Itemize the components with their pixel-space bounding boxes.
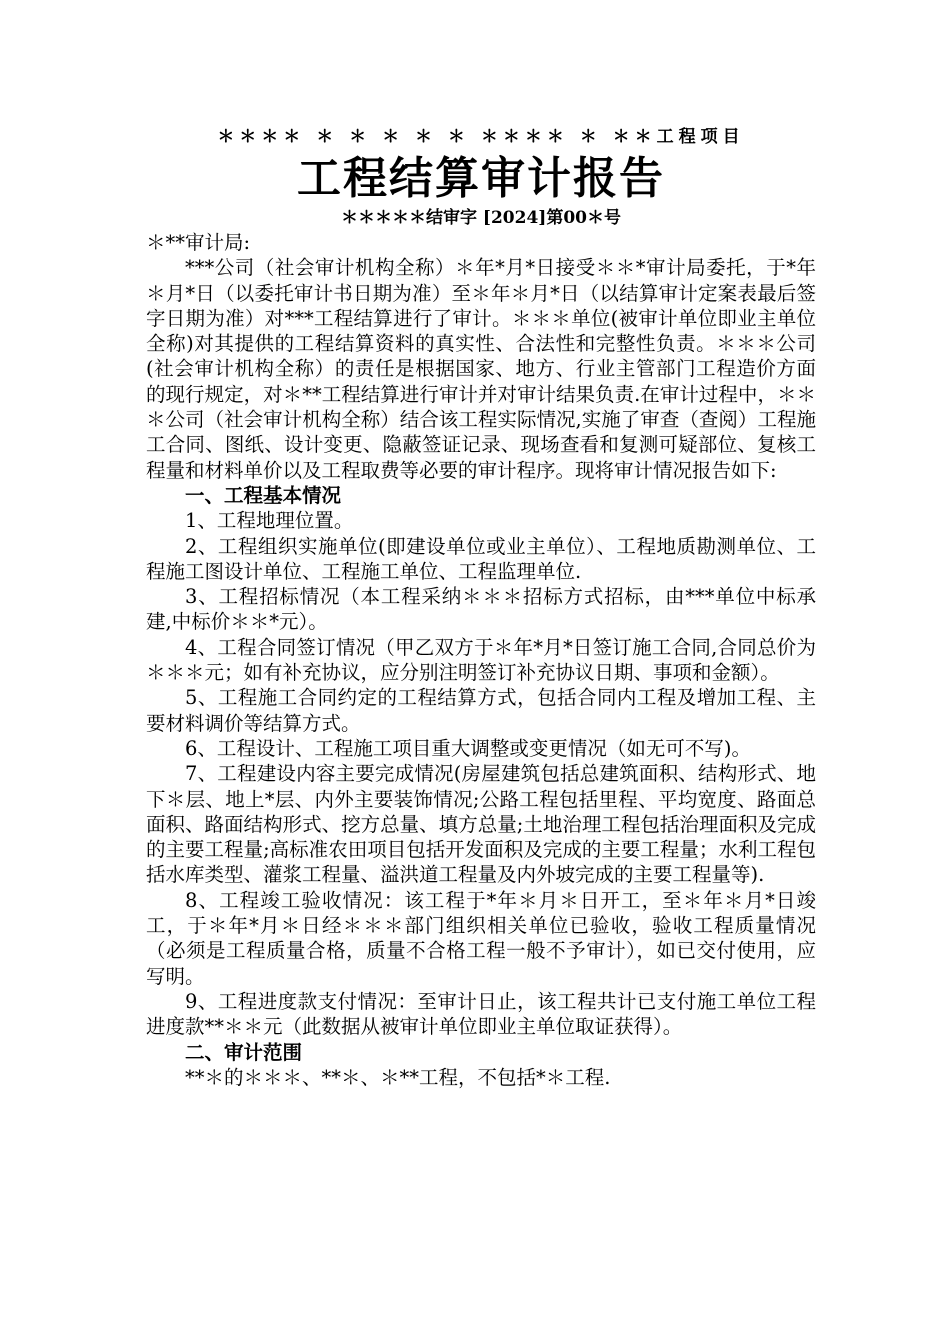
salutation: ＊**审计局: — [146, 231, 251, 254]
section-heading-audit-scope: 二、审计范围 — [185, 1040, 303, 1064]
section-heading-basic-info: 一、工程基本情况 — [185, 483, 342, 507]
list-item: 1、工程地理位置。 — [185, 509, 354, 533]
list-item: 9、工程进度款支付情况：至审计日止，该工程共计已支付施工单位工程进度款**＊＊元（此数据从被审计单位即业主单位取证获得）。 — [146, 989, 816, 1039]
report-title: 工程结算审计报告 — [297, 153, 665, 204]
intro-paragraph: ***公司（社会审计机构全称）＊年*月*日接受＊＊*审计局委托，于*年＊月*日（以委托审计书日期为准）至＊年＊月*日（以结算审计定案表最后签字日期为准）对***工程结算进行了审计。＊＊＊单位(被审计单位即业主单位全称)对其提供的工程结算资料的真实性、合法性和完整性负责。＊＊＊公司(社会审计机构全称）的责任是根据国家、地方、行业主管部门工程造价方面的现行规定，对＊**工程结算进行审计并对审计结果负责.在审计过程中，＊＊＊公司（社会审计机构全称）结合该工程实际情况,实施了审查（查阅）工程施工合同、图纸、设计变更、隐蔽签证记录、现场查看和复测可疑部位、复核工程量和材料单价以及工程取费等必要的审计程序。现将审计情况报告如下: — [146, 256, 816, 482]
list-item: 7、工程建设内容主要完成情况(房屋建筑包括总建筑面积、结构形式、地下＊层、地上*层、内外主要装饰情况;公路工程包括里程、平均宽度、路面总面积、路面结构形式、挖方总量、填方总量;土地治理工程包括治理面积及完成的主要工程量;高标准农田项目包括开发面积及完成的主要工程量；水利工程包括水库类型、灌浆工程量、溢洪道工程量及内外坡完成的主要工程量等). — [146, 762, 816, 887]
project-line: ＊＊＊＊ ＊ ＊ ＊ ＊ ＊ ＊＊＊＊ ＊ ＊＊工程项目 — [217, 127, 745, 147]
audit-scope-text: **＊的＊＊＊、**＊、＊**工程，不包括*＊工程. — [185, 1065, 611, 1089]
report-body — [146, 230, 816, 1090]
document-page — [146, 122, 816, 1090]
list-item: 6、工程设计、工程施工项目重大调整或变更情况（如无可不写)。 — [185, 736, 752, 760]
list-item: 2、工程组织实施单位(即建设单位或业主单位）、工程地质勘测单位、工程施工图设计单位、工程施工单位、工程监理单位. — [146, 534, 816, 583]
document-number: ＊＊＊＊＊结审字 [2024]第00＊号 — [341, 208, 621, 228]
list-item: 3、工程招标情况（本工程采纳＊＊＊招标方式招标，由***单位中标承建,中标价＊＊*元）。 — [146, 585, 816, 634]
list-item: 4、工程合同签订情况（甲乙双方于＊年*月*日签订施工合同,合同总价为＊＊＊元；如有补充协议，应分别注明签订补充协议日期、事项和金额）。 — [146, 635, 816, 685]
list-item: 5、工程施工合同约定的工程结算方式，包括合同内工程及增加工程、主要材料调价等结算方式。 — [146, 686, 816, 735]
list-item: 8、工程竣工验收情况：该工程于*年＊月＊日开工，至＊年＊月*日竣工，于＊年*月＊日经＊＊＊部门组织相关单位已验收，验收工程质量情况（必须是工程质量合格，质量不合格工程一般不予审计），如已交付使用，应写明。 — [146, 888, 816, 988]
